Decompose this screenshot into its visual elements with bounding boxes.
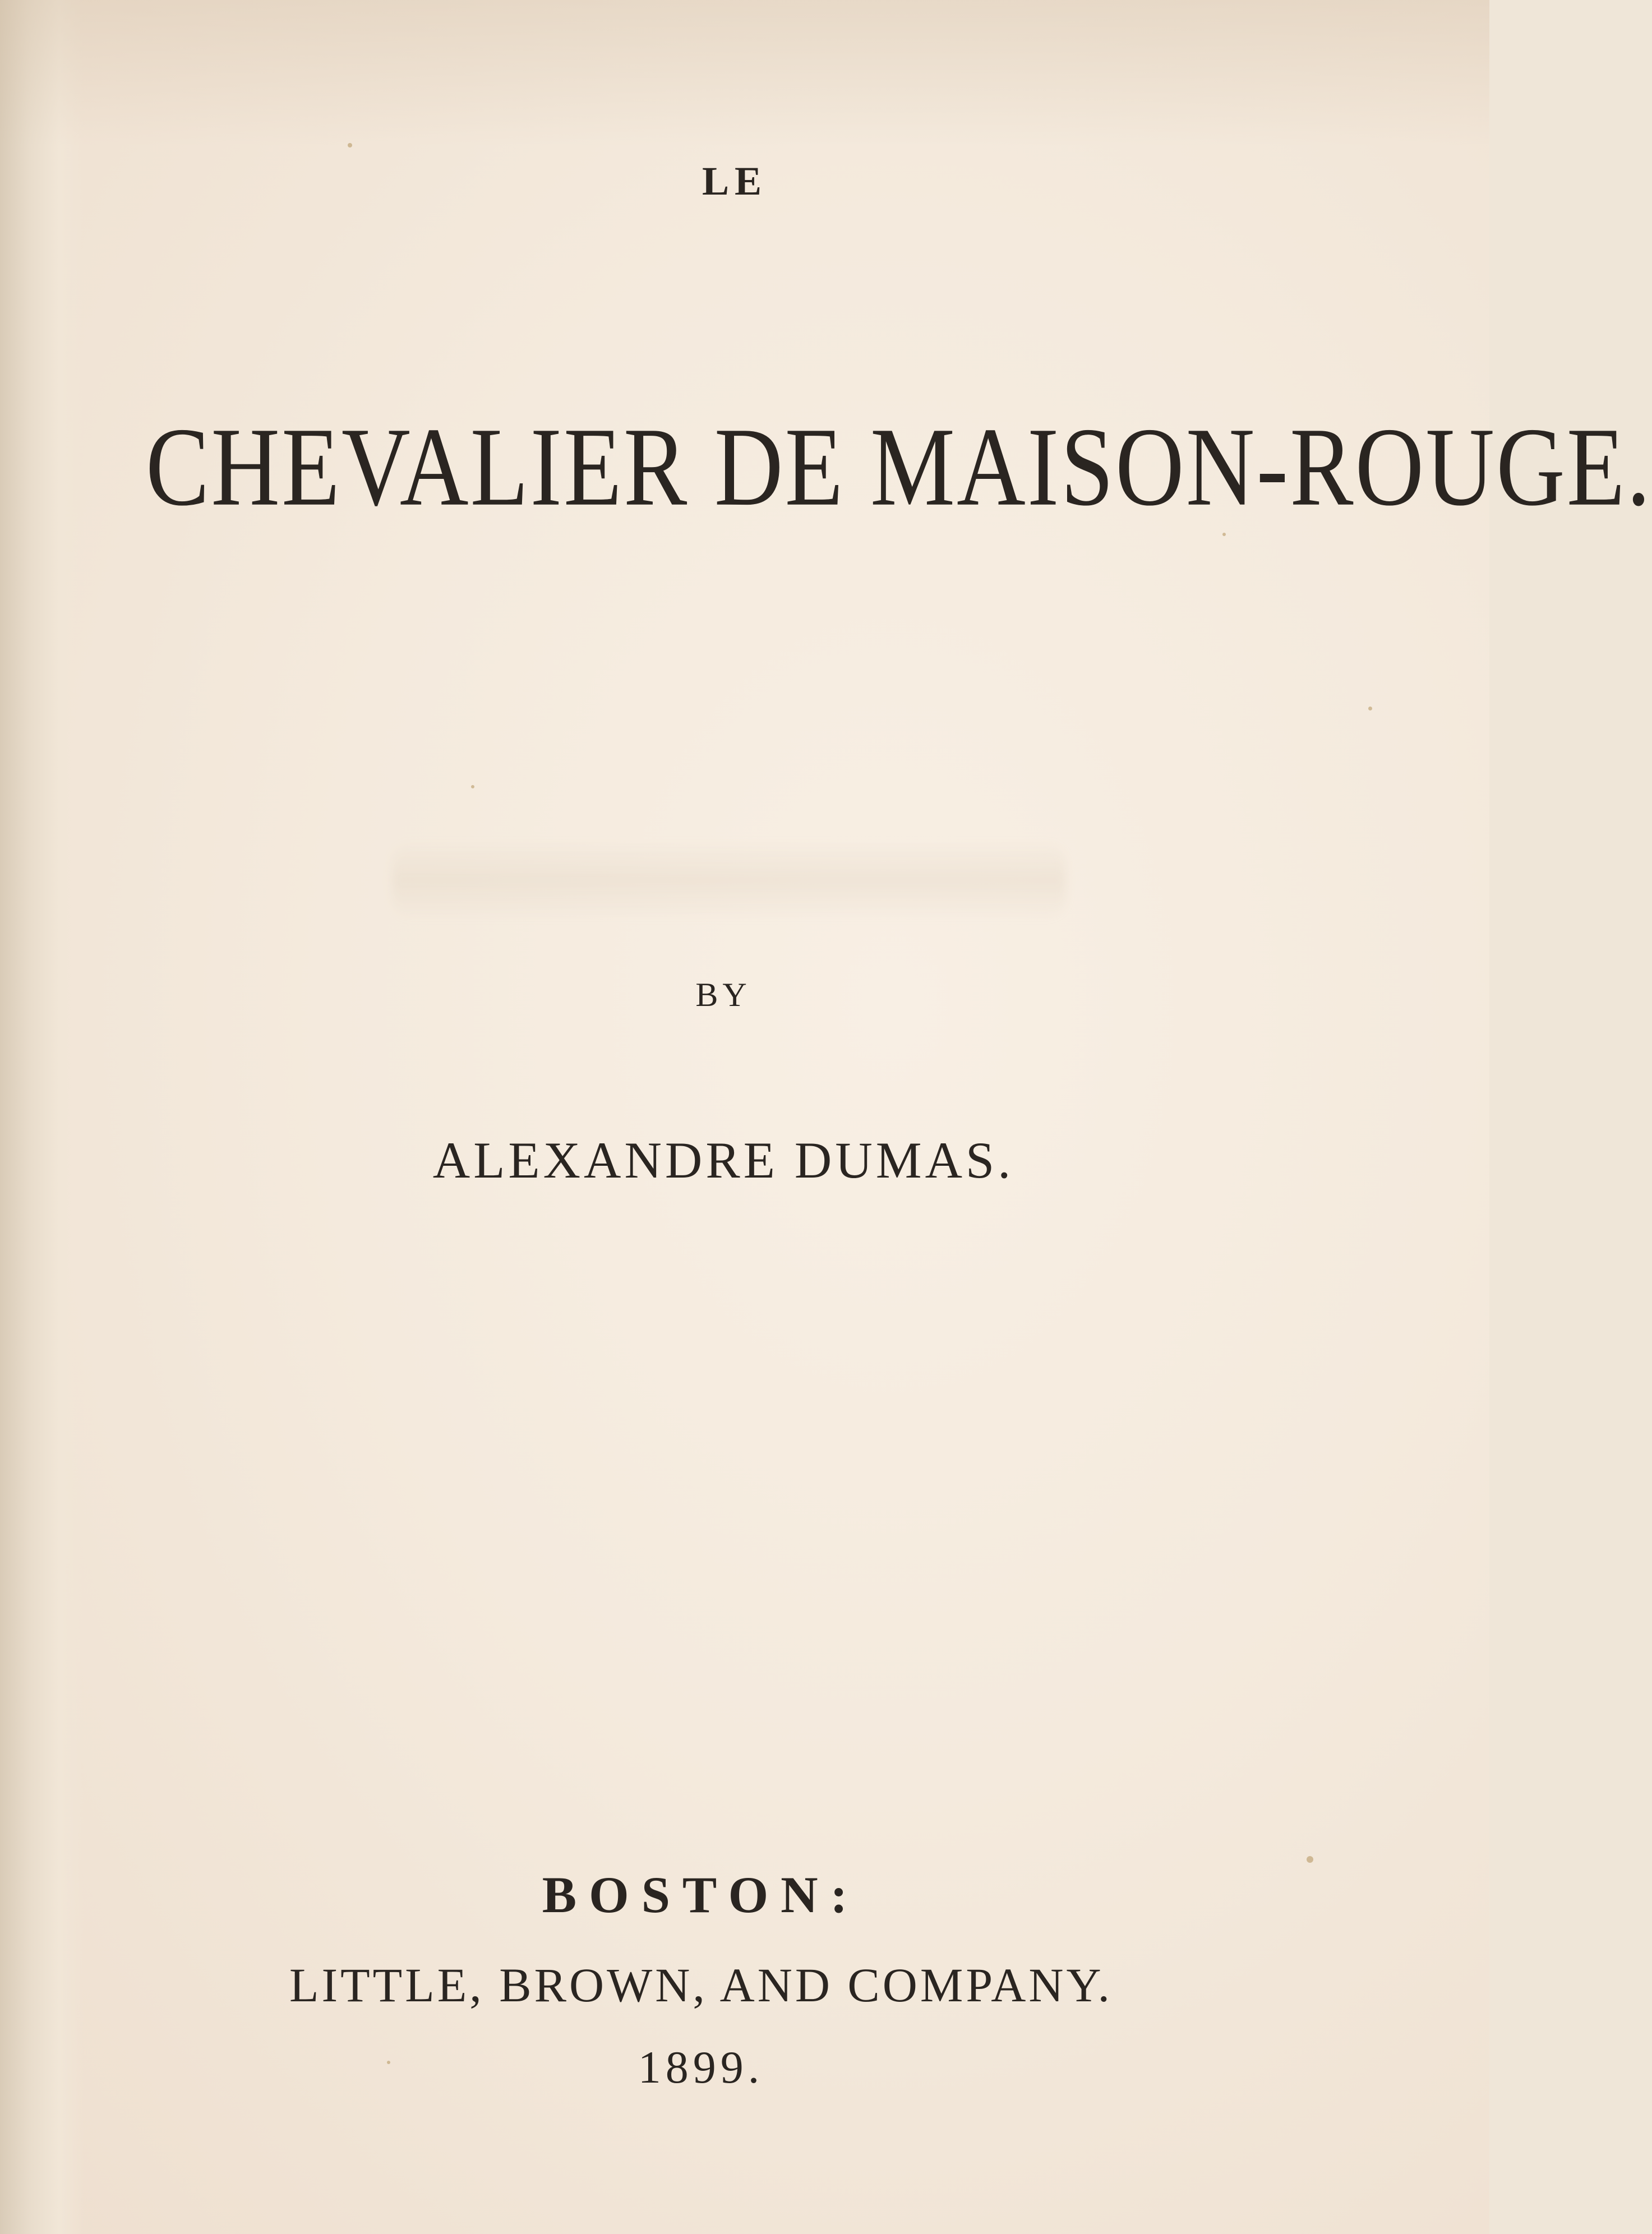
book-title: CHEVALIER DE MAISON-ROUGE.: [146, 404, 1652, 529]
paper-speck: [1307, 1856, 1313, 1863]
paper-speck: [1222, 533, 1226, 536]
publication-city: BOSTON:: [542, 1866, 860, 1923]
top-shading: [0, 0, 1489, 146]
byline-label: BY: [695, 976, 751, 1013]
author-name: ALEXANDRE DUMAS.: [432, 1132, 1014, 1189]
title-article: LE: [702, 159, 768, 204]
paper-speck: [387, 2061, 390, 2064]
paper-speck: [471, 785, 474, 788]
paper-speck: [1368, 707, 1372, 710]
spine-shadow: [0, 0, 84, 2234]
show-through-ghost: [393, 841, 1065, 920]
publisher-name: LITTLE, BROWN, AND COMPANY.: [289, 1958, 1113, 2012]
paper-speck: [348, 143, 352, 147]
publication-year: 1899.: [638, 2042, 764, 2093]
